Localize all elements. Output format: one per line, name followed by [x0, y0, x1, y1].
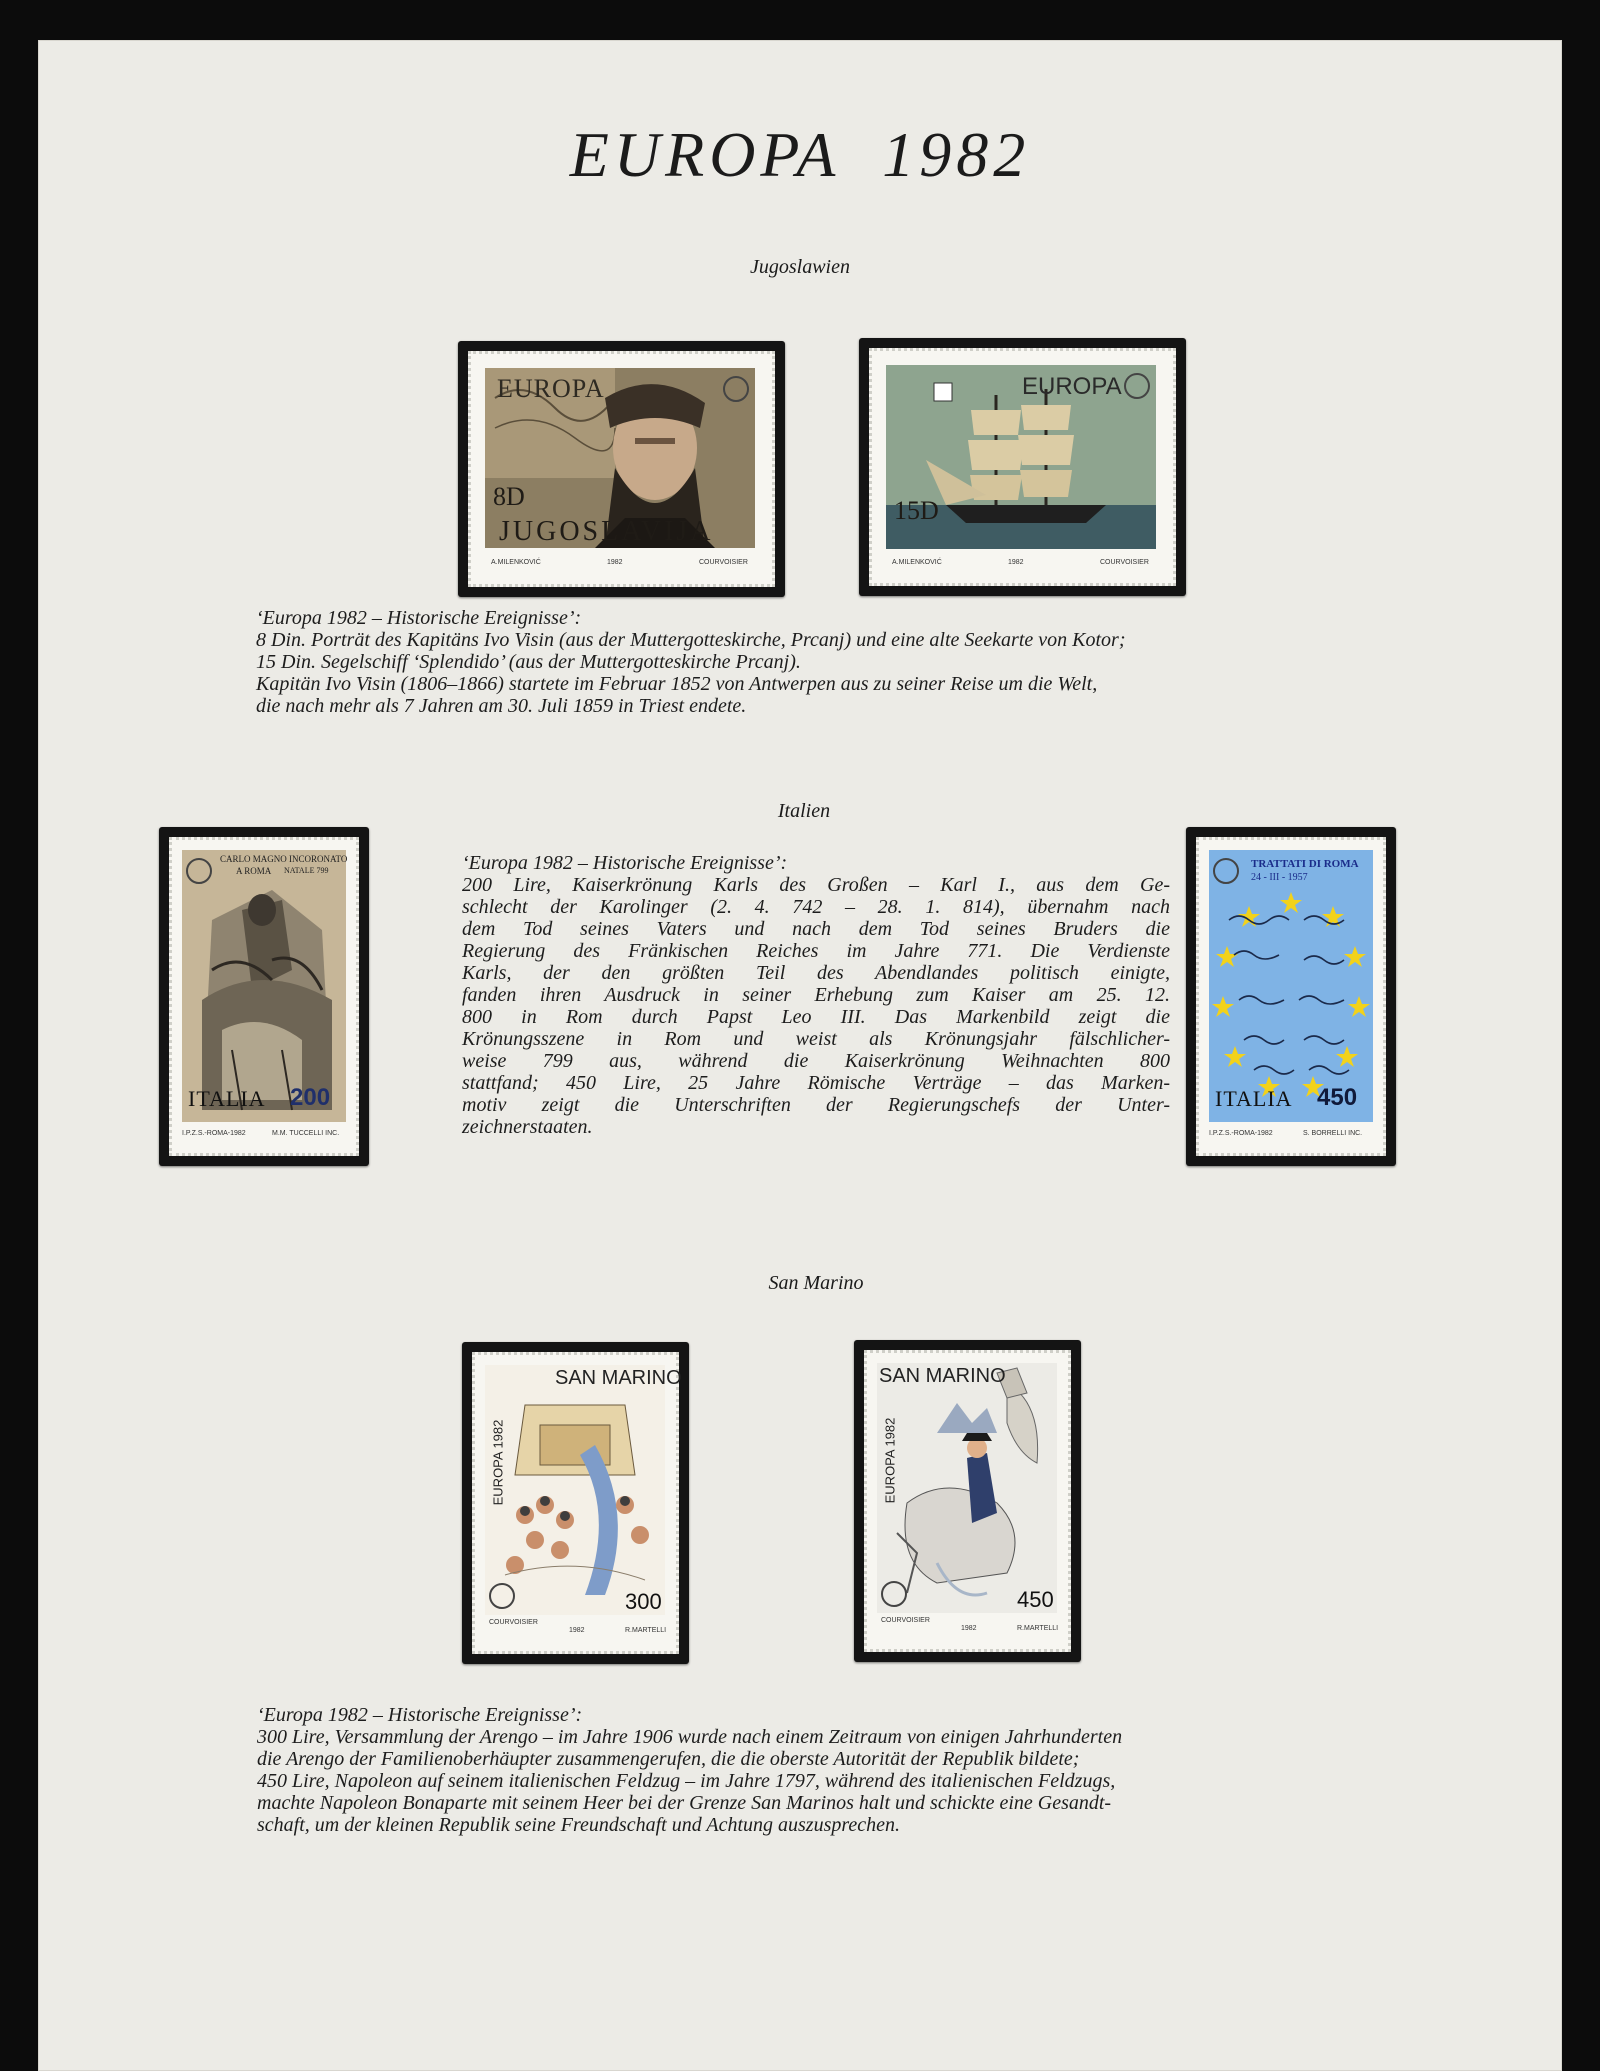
stamp-mount-san-marino-450: [854, 1340, 1081, 1662]
stamp-mount-italy-200: [159, 827, 369, 1166]
stamp-value: 15D: [894, 496, 939, 525]
stamp-mount-yugoslavia-8d: [458, 341, 785, 597]
description-line: 200 Lire, Kaiserkrönung Karls des Großen – Karl I., aus dem Ge-: [462, 874, 1170, 896]
stamp-value: 300: [625, 1589, 662, 1614]
description-line: 15 Din. Segelschiff ‘Splendido’ (aus der Muttergotteskirche Prcanj).: [256, 651, 801, 673]
stamp-yugoslavia-8d: [468, 351, 775, 587]
description-line: 800 in Rom durch Papst Leo III. Das Markenbild zeigt die: [462, 1006, 1170, 1028]
stamp-imprint-year: 1982: [961, 1625, 977, 1632]
description-line: weise 799 aus, während die Kaiserkrönung Weihnachten 800: [462, 1050, 1170, 1072]
stamp-san-marino-450: [864, 1350, 1071, 1652]
stamp-imprint-printer: COURVOISIER: [489, 1619, 538, 1626]
page-title: EUROPA 1982: [569, 119, 1031, 190]
europa-logo-icon: [186, 858, 212, 884]
stamp-imprint-designer: M.M. TUCCELLI INC.: [272, 1130, 340, 1137]
stamp-europa-label: EUROPA: [497, 374, 605, 403]
description-line: Krönungsszene in Rom und weist als Krönungsjahr fälschlicher-: [462, 1028, 1170, 1050]
stamp-value: 8D: [493, 482, 525, 511]
stamp-country: SAN MARINO: [555, 1367, 682, 1389]
description-line: Karls, der den größten Teil des Abendlandes politisch einigte,: [462, 962, 1170, 984]
stamp-imprint-printer: COURVOISIER: [881, 1617, 930, 1624]
stamp-country: ITALIA: [188, 1086, 266, 1111]
album-page: [38, 40, 1562, 2071]
stamp-imprint-printer: COURVOISIER: [699, 559, 748, 566]
stamp-imprint-printer: I.P.Z.S.-ROMA-1982: [1209, 1130, 1273, 1137]
description-san-marino: [257, 1704, 1397, 1836]
description-line: 300 Lire, Versammlung der Arengo – im Jahre 1906 wurde nach einem Zeitraum von einigen Jahrhunderten: [257, 1726, 1123, 1748]
section-heading-jugoslawien: Jugoslawien: [750, 256, 850, 278]
stamp-italy-200: [169, 837, 359, 1156]
description-line: ‘Europa 1982 – Historische Ereignisse’:: [462, 852, 788, 874]
description-line: stattfand; 450 Lire, 25 Jahre Römische Verträge – das Marken-: [462, 1072, 1170, 1094]
description-line: Kapitän Ivo Visin (1806–1866) startete im Februar 1852 von Antwerpen aus zu seiner Reise um die Welt,: [256, 673, 1098, 695]
stamp-value: 450: [1017, 1587, 1054, 1612]
stamp-mount-yugoslavia-15d: [859, 338, 1186, 596]
stamp-artwork-napoleon: [877, 1363, 1057, 1613]
stamp-imprint-printer: I.P.Z.S.-ROMA-1982: [182, 1130, 246, 1137]
europa-logo-icon: [881, 1581, 907, 1607]
stamp-mount-san-marino-300: [462, 1342, 689, 1664]
description-line: die Arengo der Familienoberhäupter zusammengerufen, die die oberste Autorität der Republik bildete;: [257, 1748, 1080, 1770]
stamp-imprint-designer: R.MARTELLI: [1017, 1625, 1059, 1632]
stamp-artwork-arengo: [485, 1365, 665, 1615]
description-jugoslawien: [256, 607, 1396, 717]
stamp-imprint-year: 1982: [1008, 559, 1024, 566]
stamp-side-label: EUROPA 1982: [490, 1419, 506, 1506]
description-line: ‘Europa 1982 – Historische Ereignisse’:: [256, 607, 582, 629]
stamp-imprint-printer: COURVOISIER: [1100, 559, 1149, 566]
description-line: machte Napoleon Bonaparte mit seinem Heer bei der Grenze San Marinos halt und schickte eine Gesandt-: [257, 1792, 1112, 1814]
stamp-imprint-year: 1982: [607, 559, 623, 566]
stamp-country: JUGOSLAVIJA: [499, 516, 714, 547]
stamp-imprint-designer: A.MILENKOVIĆ: [892, 559, 942, 566]
stamp-header-line2: 24 - III - 1957: [1251, 872, 1308, 883]
stamp-header-line1: TRATTATI DI ROMA: [1251, 858, 1359, 870]
stamp-artwork-signatures: [1209, 850, 1373, 1122]
stamp-header-line2: A ROMA: [236, 866, 272, 876]
description-line: zeichnerstaaten.: [462, 1116, 593, 1138]
europa-logo-icon: [1213, 858, 1239, 884]
europa-logo-icon: [723, 376, 749, 402]
description-line: schlecht der Karolinger (2. 4. 742 – 28. 1. 814), übernahm nach: [462, 896, 1170, 918]
section-heading-italien: Italien: [777, 800, 831, 822]
stamp-value: 450: [1317, 1084, 1358, 1111]
stamp-imprint-designer: A.MILENKOVIĆ: [491, 559, 541, 566]
description-line: die nach mehr als 7 Jahren am 30. Juli 1859 in Triest endete.: [256, 695, 747, 717]
stamp-europa-label: EUROPA: [1022, 373, 1122, 400]
stamp-imprint-year: 1982: [569, 1627, 585, 1634]
stamp-imprint-designer: S. BORRELLI INC.: [1303, 1130, 1363, 1137]
europa-logo-icon: [489, 1583, 515, 1609]
stamp-italy-450: [1196, 837, 1386, 1156]
stamp-country: SAN MARINO: [879, 1365, 1006, 1387]
description-line: motiv zeigt die Unterschriften der Regierungschefs der Unter-: [462, 1094, 1170, 1116]
stamp-header-line3: NATALE 799: [284, 866, 329, 875]
description-italien: [462, 852, 1170, 1138]
description-line: 8 Din. Porträt des Kapitäns Ivo Visin (aus der Muttergotteskirche, Prcanj) und eine alte Seekarte von Kotor;: [256, 629, 1126, 651]
description-line: dem Tod seines Vaters und nach dem Tod seines Bruders die: [462, 918, 1170, 940]
stamp-value: 200: [290, 1084, 331, 1111]
description-line: schaft, um der kleinen Republik seine Freundschaft und Achtung auszusprechen.: [257, 1814, 901, 1836]
section-heading-san-marino: San Marino: [768, 1272, 864, 1294]
stamp-artwork-coronation: [182, 850, 346, 1122]
stamp-side-label: EUROPA 1982: [882, 1417, 898, 1504]
description-line: Regierung des Fränkischen Reiches im Jahre 771. Die Verdienste: [462, 940, 1170, 962]
stamp-san-marino-300: [472, 1352, 682, 1654]
stamp-mount-italy-450: [1186, 827, 1396, 1166]
stamp-yugoslavia-15d: [869, 348, 1176, 586]
description-line: 450 Lire, Napoleon auf seinem italienischen Feldzug – im Jahre 1797, während des italienischen Feldzugs,: [257, 1770, 1116, 1792]
description-line: fanden ihren Ausdruck in seiner Erhebung zum Kaiser am 25. 12.: [462, 984, 1170, 1006]
stamp-country: ITALIA: [1215, 1086, 1293, 1111]
europa-logo-icon: [1124, 373, 1150, 399]
stamp-header-line1: CARLO MAGNO INCORONATO: [220, 854, 348, 864]
description-line: ‘Europa 1982 – Historische Ereignisse’:: [257, 1704, 583, 1726]
stamp-imprint-designer: R.MARTELLI: [625, 1627, 667, 1634]
